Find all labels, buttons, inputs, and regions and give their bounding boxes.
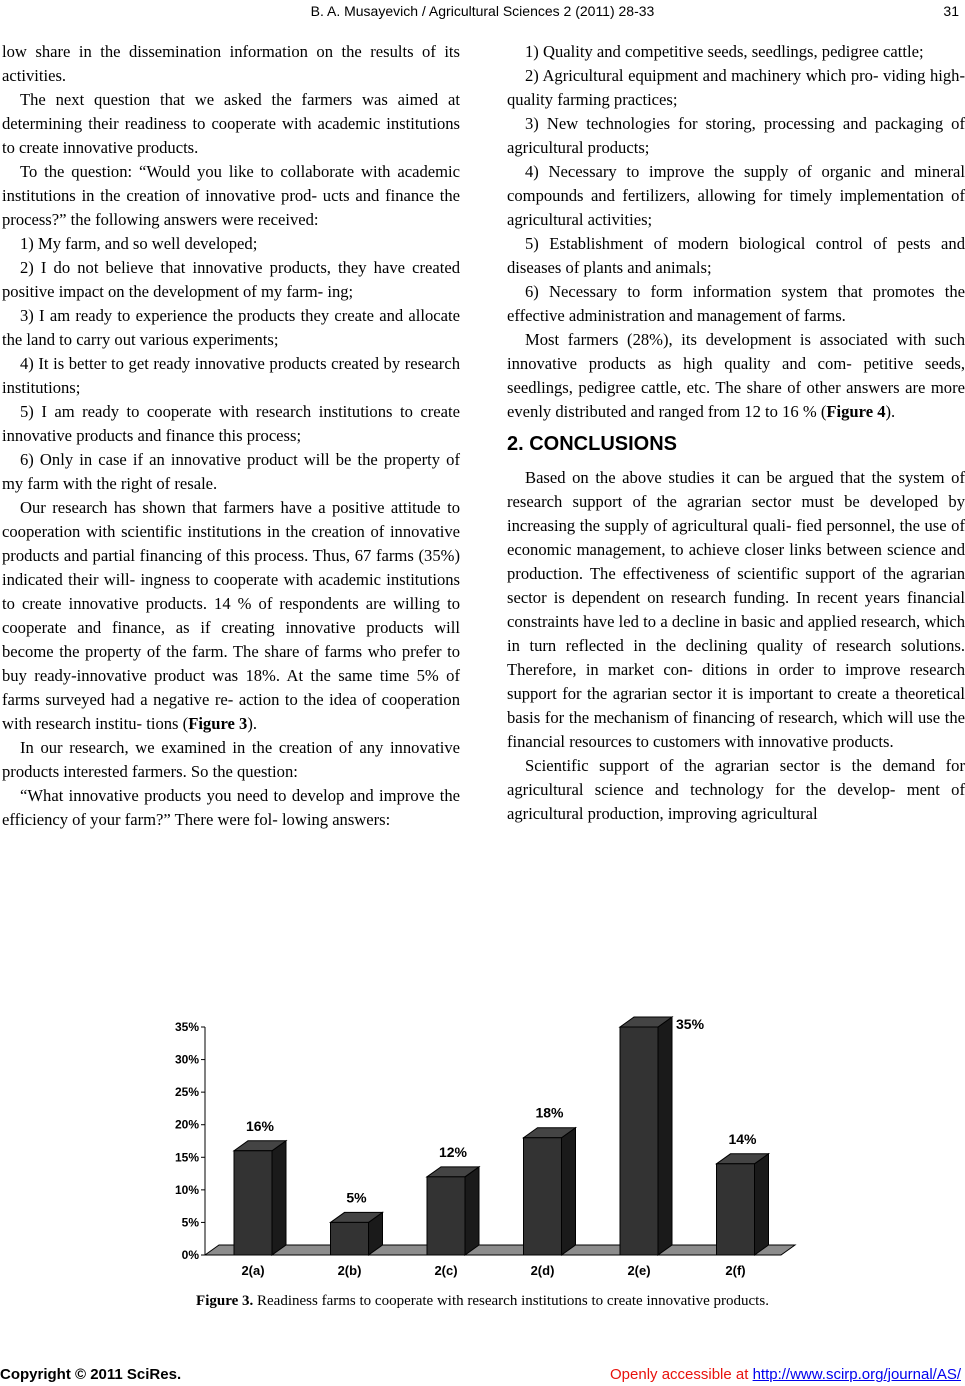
answer-item: 3) New technologies for storing, processing and packaging of agricultural products;	[507, 114, 965, 157]
bar	[427, 1177, 465, 1255]
paragraph-text: ).	[247, 714, 258, 733]
bar	[620, 1027, 658, 1255]
answer-item: 6) Only in case if an innovative product will be the property of my farm with the right of resale.	[2, 450, 460, 493]
paragraph	[2, 496, 460, 736]
paragraph: Scientific support of the agrarian sector is the demand for agricultural science and technology for the develop- ment of agricultural production, improving agricultural	[507, 756, 965, 823]
x-tick-label: 2(e)	[627, 1263, 651, 1278]
bar-side	[272, 1141, 286, 1255]
journal-link[interactable]: http://www.scirp.org/journal/AS/	[752, 1366, 961, 1383]
paragraph: Based on the above studies it can be argued that the system of research support of the agrarian sector must be developed by increasing the supply of agricultural quali- fied personnel, the use of economic management, to achieve closer links between science and production. The effectiveness of scientific support of the agrarian sector is dependent on research funding. In recent years financial constraints have led to a decline in basic and applied research, which in turn reflected in the declining quality of research solutions. Therefore, in market con- ditions in order to improve research support for the agrarian sector it is important to create a theoretical basis for the mechanism of financing of research, which will use the financial resources to customers with innovative products.	[507, 468, 965, 751]
y-tick-label: 20%	[174, 1117, 199, 1132]
page-footer	[0, 1364, 965, 1386]
paragraph-text: Most farmers (28%), its development is associated with such innovative products as high quality and com- petitive seeds, seedlings, pedigree cattle, etc. The share of other answers are more evenly distributed and ranged from 12 to 16 % (	[507, 330, 965, 421]
bar-side	[562, 1128, 576, 1255]
figure-caption	[0, 1291, 965, 1311]
paragraph-text: ).	[885, 402, 896, 421]
y-tick-label: 25%	[174, 1085, 199, 1100]
figure-caption-label: Figure 3.	[196, 1293, 254, 1309]
running-header	[0, 0, 965, 24]
data-label: 35%	[676, 1016, 705, 1032]
data-label: 14%	[728, 1130, 757, 1147]
figure-3-chart	[150, 1002, 810, 1282]
x-tick-label: 2(c)	[434, 1263, 458, 1278]
figure-caption-text: Readiness farms to cooperate with research institutions to create innovative products.	[253, 1293, 769, 1309]
data-label: 12%	[438, 1143, 468, 1160]
bar-side	[465, 1167, 479, 1255]
right-column	[507, 40, 965, 826]
answer-item: 5) Establishment of modern biological control of pests and diseases of plants and animals;	[507, 234, 965, 277]
chart-floor	[205, 1245, 795, 1255]
answer-item: 2) Agricultural equipment and machinery which pro- viding high-quality farming practices;	[507, 66, 965, 109]
y-tick-label: 15%	[174, 1150, 199, 1165]
y-tick-label: 5%	[181, 1215, 199, 1230]
section-heading: 2. CONCLUSIONS	[507, 433, 678, 455]
x-tick-label: 2(d)	[530, 1263, 555, 1278]
bar-side	[755, 1154, 769, 1255]
figure-4-reference[interactable]: Figure 4	[826, 402, 886, 421]
paragraph: In our research, we examined in the creation of any innovative products interested farmers. So the question:	[2, 738, 460, 781]
x-tick-label: 2(a)	[241, 1263, 265, 1278]
data-label: 5%	[346, 1189, 367, 1206]
answer-item: 3) I am ready to experience the products they create and allocate the land to carry out various experiments;	[2, 306, 460, 349]
bar	[234, 1151, 272, 1255]
paragraph: low share in the dissemination information on the results of its activities.	[2, 42, 460, 85]
answer-item: 1) Quality and competitive seeds, seedlings, pedigree cattle;	[525, 42, 924, 61]
answer-item: 5) I am ready to cooperate with research institutions to create innovative products and finance this process;	[2, 402, 460, 445]
running-title: B. A. Musayevich / Agricultural Sciences 2 (2011) 28-33	[310, 3, 655, 19]
data-label: 18%	[535, 1104, 564, 1121]
y-tick-label: 0%	[181, 1248, 199, 1262]
paragraph-text: Our research has shown that farmers have a positive attitude to cooperation with scientific institutions in the creation of innovative products and partial financing of this process. Thus, 67 farms (35%) indicated their will- ingness to cooperate with academic institutions to create innovative products. 14 % of respondents are willing to cooperate and finance, as if creating innovative products will become the property of the farm. The share of farms who prefer to buy ready-innovative product was 18%. At the same time 5% of farms surveyed had a negative re- action to the idea of cooperation with research institu- tions (	[2, 498, 460, 733]
answer-item: 1) My farm, and so well developed;	[20, 234, 258, 253]
paragraph: To the question: “Would you like to collaborate with academic institutions in the creation of innovative prod- ucts and finance the process?” the following answers were received:	[2, 162, 460, 229]
bar-chart	[150, 1002, 810, 1282]
open-access-notice	[610, 1366, 961, 1383]
data-label: 16%	[245, 1117, 275, 1134]
answer-item: 4) Necessary to improve the supply of organic and mineral compounds and fertilizers, allowing for timely implementation of agricultural activities;	[507, 162, 965, 229]
answer-item: 4) It is better to get ready innovative products created by research institutions;	[2, 354, 460, 397]
x-tick-label: 2(f)	[725, 1263, 746, 1278]
bar	[331, 1222, 369, 1255]
paragraph	[507, 328, 965, 424]
open-access-text: Openly accessible at	[610, 1366, 753, 1383]
bar	[717, 1164, 755, 1255]
answer-item: 2) I do not believe that innovative products, they have created positive impact on the development of my farm- ing;	[2, 258, 460, 301]
y-tick-label: 30%	[174, 1052, 199, 1067]
left-column	[2, 40, 460, 832]
answer-item: 6) Necessary to form information system that promotes the effective administration and management of farms.	[507, 282, 965, 325]
bar-side	[658, 1017, 672, 1255]
figure-3-reference[interactable]: Figure 3	[188, 714, 248, 733]
y-tick-label: 35%	[174, 1020, 199, 1034]
y-tick-label: 10%	[174, 1182, 199, 1197]
x-tick-label: 2(b)	[337, 1263, 362, 1278]
bar	[524, 1138, 562, 1255]
paragraph: “What innovative products you need to develop and improve the efficiency of your farm?” There were fol- lowing answers:	[2, 786, 460, 829]
page-number: 31	[943, 3, 959, 19]
copyright-notice: Copyright © 2011 SciRes.	[0, 1366, 182, 1383]
paragraph: The next question that we asked the farmers was aimed at determining their readiness to cooperate with academic institutions to create innovative products.	[2, 90, 460, 157]
